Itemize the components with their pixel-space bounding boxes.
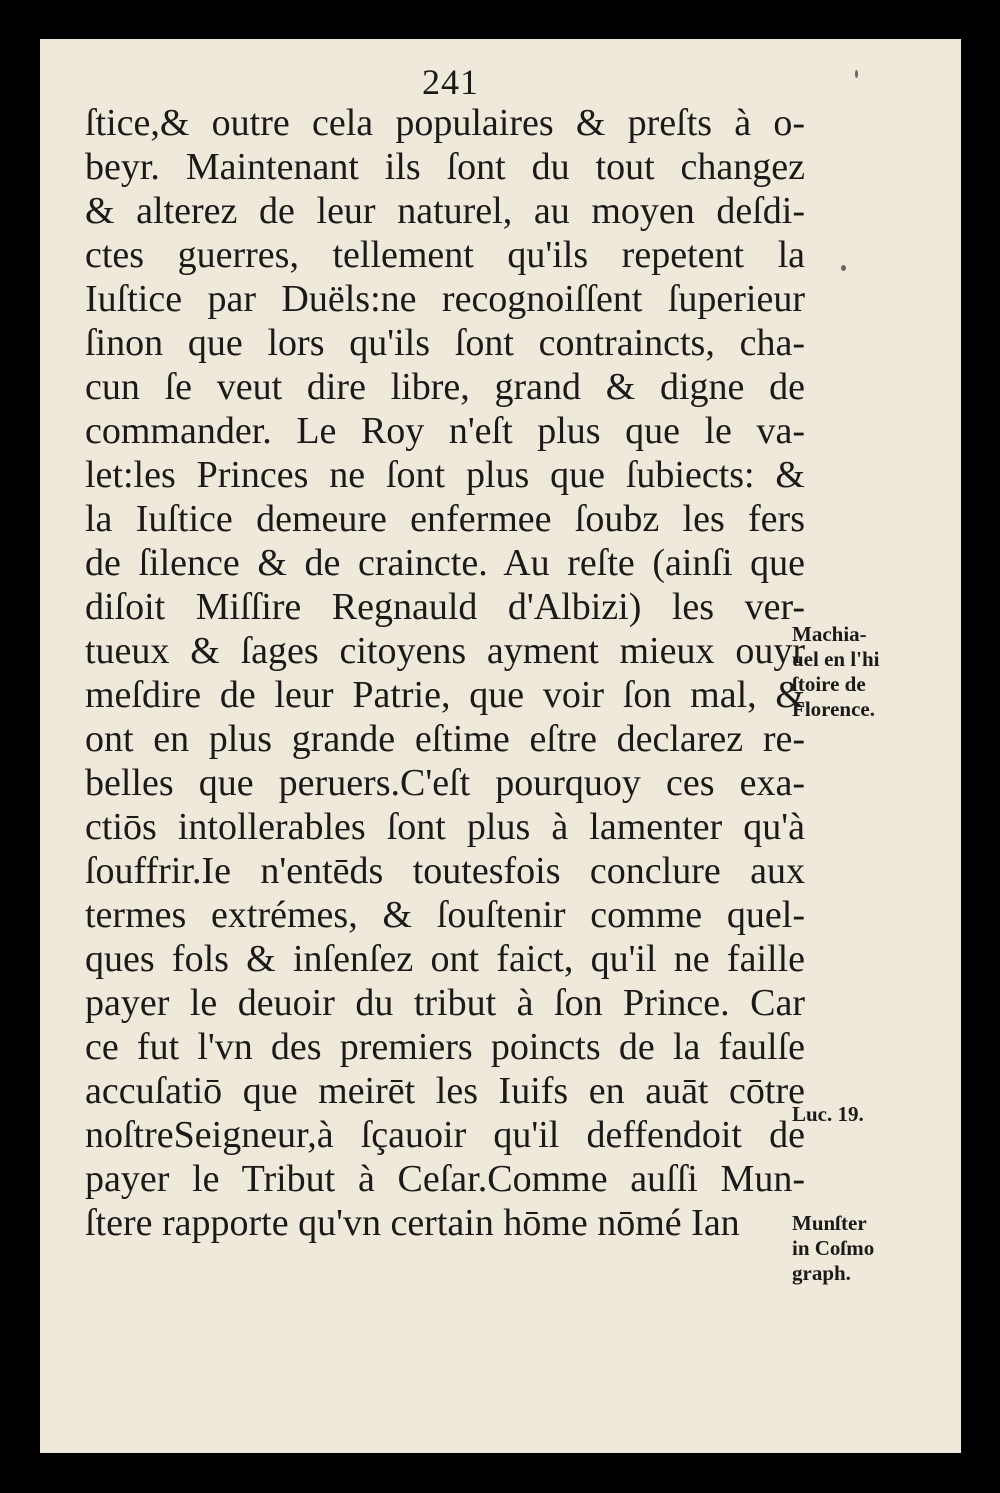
margin-note-line: in Coſmo: [792, 1236, 875, 1260]
margin-note-line: Florence.: [792, 697, 875, 721]
text-line: payer le Tribut à Ceſar.Comme auſſi Mun-: [85, 1158, 805, 1200]
text-line: ques fols & inſenſez ont faict, qu'il ne faille: [85, 938, 805, 980]
paper-speck: [855, 70, 858, 78]
text-line: meſdire de leur Patrie, que voir ſon mal, &: [85, 674, 805, 716]
text-line: ſinon que lors qu'ils ſont contraincts, cha-: [85, 322, 805, 364]
margin-note-line: graph.: [792, 1261, 851, 1285]
text-line: belles que peruers.C'eſt pourquoy ces exa-: [85, 762, 805, 804]
text-line: ont en plus grande eſtime eſtre declarez re-: [85, 718, 805, 760]
text-line: payer le deuoir du tribut à ſon Prince. Car: [85, 982, 805, 1024]
text-line: ſtice,& outre cela populaires & preſts à o-: [85, 102, 805, 144]
text-line: ce fut l'vn des premiers poincts de la faulſe: [85, 1026, 805, 1068]
text-line: ſtere rapporte qu'vn certain hōme nōmé Ian: [85, 1202, 740, 1244]
text-line: diſoit Miſſire Regnauld d'Albizi) les ver-: [85, 586, 805, 628]
text-line: ctiōs intollerables ſont plus à lamenter qu'à: [85, 806, 805, 848]
text-line: accuſatiō que meirēt les Iuifs en auāt cōtre: [85, 1070, 805, 1112]
text-line: beyr. Maintenant ils ſont du tout changez: [85, 146, 805, 188]
page-number: 241: [422, 62, 479, 102]
margin-note-luc: [792, 1102, 864, 1127]
margin-note-line: uel en l'hi: [792, 647, 880, 671]
text-line: commander. Le Roy n'eſt plus que le va-: [85, 410, 805, 452]
margin-note-line: ſtoire de: [792, 672, 866, 696]
text-line: termes extrémes, & ſouſtenir comme quel-: [85, 894, 805, 936]
margin-note-line: Luc. 19.: [792, 1102, 864, 1126]
book-page: [40, 39, 961, 1453]
margin-note-machiavel: [792, 622, 880, 722]
text-line: la Iuſtice demeure enfermee ſoubz les fers: [85, 498, 805, 540]
body-text: [85, 101, 805, 1245]
text-line: ctes guerres, tellement qu'ils repetent la: [85, 234, 805, 276]
paper-speck: [841, 265, 846, 271]
text-line: Iuſtice par Duëls:ne recognoiſſent ſuperieur: [85, 278, 805, 320]
text-line: tueux & ſages citoyens ayment mieux ouyr: [85, 630, 805, 672]
text-line: ſouffrir.Ie n'entēds toutesfois conclure aux: [85, 850, 805, 892]
margin-note-munster: [792, 1211, 874, 1286]
text-line: & alterez de leur naturel, au moyen deſdi-: [85, 190, 805, 232]
text-line: de ſilence & de craincte. Au reſte (ainſi que: [85, 542, 805, 584]
margin-note-line: Munſter: [792, 1211, 867, 1235]
margin-note-line: Machia-: [792, 622, 867, 646]
text-line: noſtreSeigneur,à ſçauoir qu'il deffendoit de: [85, 1114, 805, 1156]
text-line: cun ſe veut dire libre, grand & digne de: [85, 366, 805, 408]
text-line: let:les Princes ne ſont plus que ſubiects: &: [85, 454, 805, 496]
